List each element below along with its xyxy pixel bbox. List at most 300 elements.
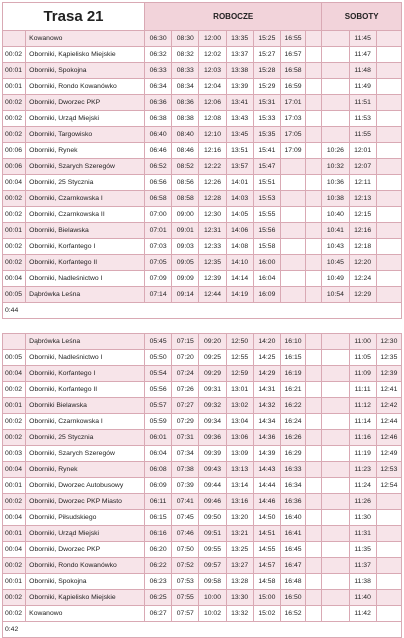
- weekday-departure-cell: 06:34: [145, 79, 172, 95]
- saturday-departure-cell: [376, 287, 401, 303]
- saturday-departure-cell: 12:24: [349, 271, 376, 287]
- saturday-departure-cell: 11:19: [349, 446, 376, 462]
- saturday-departure-cell: 11:53: [349, 111, 376, 127]
- table-row: [3, 430, 402, 446]
- weekday-departure-cell: 12:06: [199, 95, 226, 111]
- weekday-departure-cell: 15:58: [253, 239, 280, 255]
- gap-cell: [306, 526, 322, 542]
- weekday-departure-cell: 09:43: [199, 462, 226, 478]
- weekday-departure-cell: 14:58: [253, 574, 280, 590]
- weekday-departure-cell: 06:40: [145, 127, 172, 143]
- stop-name-cell: Oborniki, Czarnkowska II: [26, 207, 145, 223]
- weekday-departure-cell: 16:22: [280, 398, 305, 414]
- weekday-departure-cell: 08:58: [172, 191, 199, 207]
- time-offset-cell: 00:02: [3, 239, 26, 255]
- saturday-departure-cell: [322, 79, 349, 95]
- gap-cell: [306, 430, 322, 446]
- table-row: [3, 494, 402, 510]
- saturday-departure-cell: [322, 398, 349, 414]
- saturday-departure-cell: 11:05: [349, 350, 376, 366]
- saturday-departure-cell: 11:26: [349, 494, 376, 510]
- stop-name-cell: Oborniki, Targowisko: [26, 127, 145, 143]
- time-offset-cell: 00:04: [3, 510, 26, 526]
- weekday-departure-cell: 14:06: [226, 223, 253, 239]
- table-row: [3, 159, 402, 175]
- saturday-departure-cell: 10:45: [322, 255, 349, 271]
- stop-name-cell: Oborniki, Czarnkowska I: [26, 414, 145, 430]
- saturday-departure-cell: 11:35: [349, 542, 376, 558]
- saturday-departure-cell: [376, 590, 401, 606]
- weekday-departure-cell: 12:22: [199, 159, 226, 175]
- stop-name-cell: Oborniki, 25 Stycznia: [26, 430, 145, 446]
- gap-cell: [306, 175, 322, 191]
- saturday-departure-cell: [322, 606, 349, 622]
- weekday-departure-cell: 12:39: [199, 271, 226, 287]
- weekday-header: ROBOCZE: [145, 3, 322, 31]
- saturday-departure-cell: [376, 526, 401, 542]
- saturday-departure-cell: 10:38: [322, 191, 349, 207]
- stop-name-cell: Oborniki, Piłsudskiego: [26, 510, 145, 526]
- gap-cell: [306, 350, 322, 366]
- time-offset-cell: 00:04: [3, 366, 26, 382]
- table-row: [3, 143, 402, 159]
- weekday-departure-cell: 13:06: [226, 430, 253, 446]
- weekday-departure-cell: 16:57: [280, 47, 305, 63]
- time-offset-cell: 00:02: [3, 414, 26, 430]
- weekday-departure-cell: 09:14: [172, 287, 199, 303]
- saturday-departure-cell: 12:35: [376, 350, 401, 366]
- saturday-departure-cell: [376, 494, 401, 510]
- saturday-departure-cell: [376, 63, 401, 79]
- weekday-departure-cell: 14:03: [226, 191, 253, 207]
- gap-cell: [306, 542, 322, 558]
- duration-row: [3, 622, 402, 638]
- stop-name-cell: Oborniki, Rynek: [26, 143, 145, 159]
- table-row: [3, 414, 402, 430]
- stop-name-cell: Oborniki, Bielawska: [26, 223, 145, 239]
- stop-name-cell: Oborniki, Szarych Szeregów: [26, 159, 145, 175]
- weekday-departure-cell: 14:43: [253, 462, 280, 478]
- saturday-departure-cell: [376, 79, 401, 95]
- weekday-departure-cell: 07:41: [172, 494, 199, 510]
- table-row: [3, 382, 402, 398]
- weekday-departure-cell: 09:51: [199, 526, 226, 542]
- weekday-departure-cell: 09:46: [199, 494, 226, 510]
- weekday-departure-cell: 09:25: [199, 350, 226, 366]
- stop-name-cell: Oborniki, Spokojna: [26, 574, 145, 590]
- weekday-departure-cell: 15:29: [253, 79, 280, 95]
- weekday-departure-cell: 07:55: [172, 590, 199, 606]
- weekday-departure-cell: 14:51: [253, 526, 280, 542]
- weekday-departure-cell: 13:14: [226, 478, 253, 494]
- saturday-departure-cell: [322, 366, 349, 382]
- saturday-departure-cell: 11:38: [349, 574, 376, 590]
- table-row: [3, 350, 402, 366]
- saturday-departure-cell: 10:54: [322, 287, 349, 303]
- time-offset-cell: 00:06: [3, 143, 26, 159]
- saturday-departure-cell: [322, 382, 349, 398]
- stop-name-cell: Oborniki, Rynek: [26, 462, 145, 478]
- stop-name-cell: Oborniki, Rondo Kowanówko: [26, 79, 145, 95]
- weekday-departure-cell: [280, 159, 305, 175]
- weekday-departure-cell: 14:55: [253, 542, 280, 558]
- weekday-departure-cell: 08:33: [172, 63, 199, 79]
- weekday-departure-cell: 16:55: [280, 31, 305, 47]
- saturday-departure-cell: [376, 574, 401, 590]
- table-row: [3, 31, 402, 47]
- gap-cell: [306, 191, 322, 207]
- time-offset-cell: [3, 334, 26, 350]
- saturday-departure-cell: 12:41: [376, 382, 401, 398]
- saturday-departure-cell: [322, 510, 349, 526]
- weekday-departure-cell: 13:39: [226, 79, 253, 95]
- weekday-departure-cell: 09:36: [199, 430, 226, 446]
- weekday-departure-cell: 16:21: [280, 382, 305, 398]
- weekday-departure-cell: 08:36: [172, 95, 199, 111]
- weekday-departure-cell: 09:09: [172, 271, 199, 287]
- weekday-departure-cell: 17:09: [280, 143, 305, 159]
- table-row: [3, 606, 402, 622]
- weekday-departure-cell: 14:32: [253, 398, 280, 414]
- saturday-departure-cell: 12:16: [349, 223, 376, 239]
- weekday-departure-cell: 09:34: [199, 414, 226, 430]
- table-row: [3, 334, 402, 350]
- stop-name-cell: Oborniki, Nadleśnictwo I: [26, 350, 145, 366]
- time-offset-cell: 00:04: [3, 462, 26, 478]
- weekday-departure-cell: 16:45: [280, 542, 305, 558]
- saturday-departure-cell: [322, 47, 349, 63]
- weekday-departure-cell: 07:01: [145, 223, 172, 239]
- table-row: [3, 239, 402, 255]
- gap-cell: [306, 271, 322, 287]
- weekday-departure-cell: 06:20: [145, 542, 172, 558]
- weekday-departure-cell: 17:05: [280, 127, 305, 143]
- saturday-departure-cell: 11:45: [349, 31, 376, 47]
- saturday-departure-cell: 11:09: [349, 366, 376, 382]
- saturday-departure-cell: [376, 239, 401, 255]
- weekday-departure-cell: 09:39: [199, 446, 226, 462]
- weekday-departure-cell: 07:50: [172, 542, 199, 558]
- weekday-departure-cell: 12:00: [199, 31, 226, 47]
- trip-duration-cell: 0:42: [3, 622, 402, 638]
- time-offset-cell: 00:02: [3, 191, 26, 207]
- weekday-departure-cell: 15:47: [253, 159, 280, 175]
- time-offset-cell: 00:06: [3, 159, 26, 175]
- weekday-departure-cell: 13:09: [226, 446, 253, 462]
- stop-name-cell: Oborniki, Urząd Miejski: [26, 111, 145, 127]
- time-offset-cell: 00:02: [3, 207, 26, 223]
- table-row: [3, 271, 402, 287]
- table-row: [3, 175, 402, 191]
- gap-cell: [306, 143, 322, 159]
- weekday-departure-cell: 12:44: [199, 287, 226, 303]
- timetable: [2, 2, 402, 638]
- weekday-departure-cell: 12:55: [226, 350, 253, 366]
- stop-name-cell: Dąbrówka Leśna: [26, 334, 145, 350]
- weekday-departure-cell: 09:00: [172, 207, 199, 223]
- weekday-departure-cell: 09:50: [199, 510, 226, 526]
- stop-name-cell: Kowanowo: [26, 606, 145, 622]
- weekday-departure-cell: 12:03: [199, 63, 226, 79]
- gap-cell: [306, 95, 322, 111]
- saturday-departure-cell: 12:39: [376, 366, 401, 382]
- weekday-departure-cell: 06:38: [145, 111, 172, 127]
- weekday-departure-cell: 15:56: [253, 223, 280, 239]
- table-row: [3, 191, 402, 207]
- weekday-departure-cell: 12:10: [199, 127, 226, 143]
- table-row: [3, 462, 402, 478]
- stop-name-cell: Oborniki, 25 Stycznia: [26, 175, 145, 191]
- table-row: [3, 255, 402, 271]
- gap-cell: [306, 223, 322, 239]
- weekday-departure-cell: 13:51: [226, 143, 253, 159]
- weekday-departure-cell: 06:04: [145, 446, 172, 462]
- saturday-departure-cell: 11:40: [349, 590, 376, 606]
- weekday-departure-cell: 13:01: [226, 382, 253, 398]
- saturday-departure-cell: [322, 558, 349, 574]
- weekday-departure-cell: 15:41: [253, 143, 280, 159]
- saturday-departure-cell: 11:00: [349, 334, 376, 350]
- weekday-departure-cell: 10:00: [199, 590, 226, 606]
- weekday-departure-cell: 14:50: [253, 510, 280, 526]
- stop-name-cell: Dąbrówka Leśna: [26, 287, 145, 303]
- weekday-departure-cell: 12:59: [226, 366, 253, 382]
- gap-cell: [306, 574, 322, 590]
- table-row: [3, 111, 402, 127]
- table-row: [3, 95, 402, 111]
- time-offset-cell: 00:03: [3, 446, 26, 462]
- saturday-departure-cell: [376, 606, 401, 622]
- weekday-departure-cell: 07:46: [172, 526, 199, 542]
- weekday-departure-cell: 12:04: [199, 79, 226, 95]
- weekday-departure-cell: 12:26: [199, 175, 226, 191]
- saturday-departure-cell: 10:36: [322, 175, 349, 191]
- gap-cell: [306, 159, 322, 175]
- stop-name-cell: Oborniki, Korfantego II: [26, 382, 145, 398]
- saturday-departure-cell: 10:43: [322, 239, 349, 255]
- saturday-departure-cell: [376, 127, 401, 143]
- weekday-departure-cell: 15:00: [253, 590, 280, 606]
- time-offset-cell: 00:04: [3, 542, 26, 558]
- weekday-departure-cell: 13:20: [226, 510, 253, 526]
- weekday-departure-cell: 15:35: [253, 127, 280, 143]
- weekday-departure-cell: 06:52: [145, 159, 172, 175]
- gap-cell: [306, 255, 322, 271]
- weekday-departure-cell: 06:32: [145, 47, 172, 63]
- weekday-departure-cell: 07:24: [172, 366, 199, 382]
- gap-cell: [306, 127, 322, 143]
- weekday-departure-cell: 09:58: [199, 574, 226, 590]
- table-row: [3, 446, 402, 462]
- stop-name-cell: Oborniki, Dworzec Autobusowy: [26, 478, 145, 494]
- weekday-departure-cell: 05:45: [145, 334, 172, 350]
- weekday-departure-cell: 14:08: [226, 239, 253, 255]
- weekday-departure-cell: 16:00: [253, 255, 280, 271]
- saturday-departure-cell: 12:29: [349, 287, 376, 303]
- weekday-departure-cell: 07:09: [145, 271, 172, 287]
- weekday-departure-cell: 07:27: [172, 398, 199, 414]
- gap-cell: [306, 239, 322, 255]
- weekday-departure-cell: 15:27: [253, 47, 280, 63]
- saturday-departure-cell: [322, 590, 349, 606]
- weekday-departure-cell: 16:48: [280, 574, 305, 590]
- weekday-departure-cell: 06:16: [145, 526, 172, 542]
- weekday-departure-cell: 16:59: [280, 79, 305, 95]
- saturday-departure-cell: 11:42: [349, 606, 376, 622]
- saturday-departure-cell: [322, 462, 349, 478]
- weekday-departure-cell: 14:44: [253, 478, 280, 494]
- saturday-departure-cell: [376, 255, 401, 271]
- weekday-departure-cell: 06:58: [145, 191, 172, 207]
- time-offset-cell: 00:01: [3, 223, 26, 239]
- weekday-departure-cell: 16:41: [280, 526, 305, 542]
- saturday-departure-cell: 12:42: [376, 398, 401, 414]
- stop-name-cell: Oborniki, Dworzec PKP: [26, 542, 145, 558]
- weekday-departure-cell: 14:01: [226, 175, 253, 191]
- table-row: [3, 542, 402, 558]
- weekday-departure-cell: 12:30: [199, 207, 226, 223]
- saturday-departure-cell: 11:24: [349, 478, 376, 494]
- weekday-departure-cell: [280, 191, 305, 207]
- weekday-departure-cell: 16:29: [280, 446, 305, 462]
- saturday-departure-cell: [322, 111, 349, 127]
- gap-cell: [306, 63, 322, 79]
- weekday-departure-cell: 13:30: [226, 590, 253, 606]
- saturday-departure-cell: 12:53: [376, 462, 401, 478]
- weekday-departure-cell: 07:26: [172, 382, 199, 398]
- gap-cell: [306, 478, 322, 494]
- table-row: [3, 526, 402, 542]
- time-offset-cell: 00:02: [3, 111, 26, 127]
- weekday-departure-cell: 05:50: [145, 350, 172, 366]
- stop-name-cell: Oborniki, Czarnkowska I: [26, 191, 145, 207]
- time-offset-cell: 00:01: [3, 526, 26, 542]
- weekday-departure-cell: 14:31: [253, 382, 280, 398]
- time-offset-cell: 00:02: [3, 430, 26, 446]
- saturday-departure-cell: 10:32: [322, 159, 349, 175]
- weekday-departure-cell: 13:43: [226, 111, 253, 127]
- spacer-cell: [3, 319, 402, 334]
- weekday-departure-cell: 13:32: [226, 606, 253, 622]
- gap-cell: [306, 111, 322, 127]
- saturday-departure-cell: [322, 334, 349, 350]
- weekday-departure-cell: 16:34: [280, 478, 305, 494]
- weekday-departure-cell: 07:39: [172, 478, 199, 494]
- stop-name-cell: Oborniki, Nadleśnictwo I: [26, 271, 145, 287]
- weekday-departure-cell: [280, 207, 305, 223]
- saturday-departure-cell: [376, 175, 401, 191]
- table-row: [3, 127, 402, 143]
- gap-cell: [306, 398, 322, 414]
- weekday-departure-cell: 14:20: [253, 334, 280, 350]
- weekday-departure-cell: 08:40: [172, 127, 199, 143]
- weekday-departure-cell: 07:20: [172, 350, 199, 366]
- stop-name-cell: Oborniki, Korfantego I: [26, 239, 145, 255]
- weekday-departure-cell: 05:57: [145, 398, 172, 414]
- weekday-departure-cell: 13:25: [226, 542, 253, 558]
- weekday-departure-cell: 13:13: [226, 462, 253, 478]
- weekday-departure-cell: 16:36: [280, 494, 305, 510]
- saturday-departure-cell: [322, 494, 349, 510]
- gap-cell: [306, 287, 322, 303]
- weekday-departure-cell: 12:28: [199, 191, 226, 207]
- time-offset-cell: 00:02: [3, 590, 26, 606]
- saturday-departure-cell: [376, 558, 401, 574]
- weekday-departure-cell: 07:00: [145, 207, 172, 223]
- stop-name-cell: Oborniki, Dworzec PKP Miasto: [26, 494, 145, 510]
- weekday-departure-cell: [280, 223, 305, 239]
- weekday-departure-cell: 15:25: [253, 31, 280, 47]
- time-offset-cell: 00:02: [3, 494, 26, 510]
- weekday-departure-cell: 13:38: [226, 63, 253, 79]
- time-offset-cell: 00:02: [3, 47, 26, 63]
- saturday-departure-cell: [322, 574, 349, 590]
- weekday-departure-cell: 17:01: [280, 95, 305, 111]
- saturday-departure-cell: [322, 446, 349, 462]
- weekday-departure-cell: 16:10: [280, 334, 305, 350]
- saturday-header: SOBOTY: [322, 3, 402, 31]
- weekday-departure-cell: 07:52: [172, 558, 199, 574]
- weekday-departure-cell: 07:05: [145, 255, 172, 271]
- weekday-departure-cell: 06:15: [145, 510, 172, 526]
- saturday-departure-cell: [376, 207, 401, 223]
- stop-name-cell: Oborniki Bielawska: [26, 398, 145, 414]
- saturday-departure-cell: 11:16: [349, 430, 376, 446]
- time-offset-cell: 00:01: [3, 478, 26, 494]
- weekday-departure-cell: 12:35: [199, 255, 226, 271]
- saturday-departure-cell: [376, 31, 401, 47]
- saturday-departure-cell: 11:51: [349, 95, 376, 111]
- weekday-departure-cell: 07:53: [172, 574, 199, 590]
- weekday-departure-cell: 16:40: [280, 510, 305, 526]
- weekday-departure-cell: 13:41: [226, 95, 253, 111]
- time-offset-cell: 00:05: [3, 350, 26, 366]
- table-row: [3, 207, 402, 223]
- weekday-departure-cell: 06:25: [145, 590, 172, 606]
- saturday-departure-cell: 12:49: [376, 446, 401, 462]
- gap-cell: [306, 207, 322, 223]
- saturday-departure-cell: 10:41: [322, 223, 349, 239]
- stop-name-cell: Oborniki, Urząd Miejski: [26, 526, 145, 542]
- weekday-departure-cell: [280, 271, 305, 287]
- weekday-departure-cell: 13:37: [226, 47, 253, 63]
- weekday-departure-cell: 15:55: [253, 207, 280, 223]
- weekday-departure-cell: 13:45: [226, 127, 253, 143]
- saturday-departure-cell: [322, 127, 349, 143]
- weekday-departure-cell: 09:32: [199, 398, 226, 414]
- saturday-departure-cell: [376, 191, 401, 207]
- weekday-departure-cell: 16:47: [280, 558, 305, 574]
- saturday-departure-cell: 11:37: [349, 558, 376, 574]
- gap-cell: [306, 414, 322, 430]
- weekday-departure-cell: 06:08: [145, 462, 172, 478]
- weekday-departure-cell: 09:20: [199, 334, 226, 350]
- weekday-departure-cell: 12:50: [226, 334, 253, 350]
- time-offset-cell: 00:05: [3, 287, 26, 303]
- time-offset-cell: 00:04: [3, 175, 26, 191]
- weekday-departure-cell: 05:56: [145, 382, 172, 398]
- weekday-departure-cell: [280, 239, 305, 255]
- weekday-departure-cell: 09:55: [199, 542, 226, 558]
- weekday-departure-cell: 14:46: [253, 494, 280, 510]
- weekday-departure-cell: 06:36: [145, 95, 172, 111]
- stop-name-cell: Oborniki, Dworzec PKP: [26, 95, 145, 111]
- weekday-departure-cell: 06:23: [145, 574, 172, 590]
- weekday-departure-cell: 06:46: [145, 143, 172, 159]
- time-offset-cell: 00:02: [3, 382, 26, 398]
- saturday-departure-cell: [376, 510, 401, 526]
- weekday-departure-cell: 07:57: [172, 606, 199, 622]
